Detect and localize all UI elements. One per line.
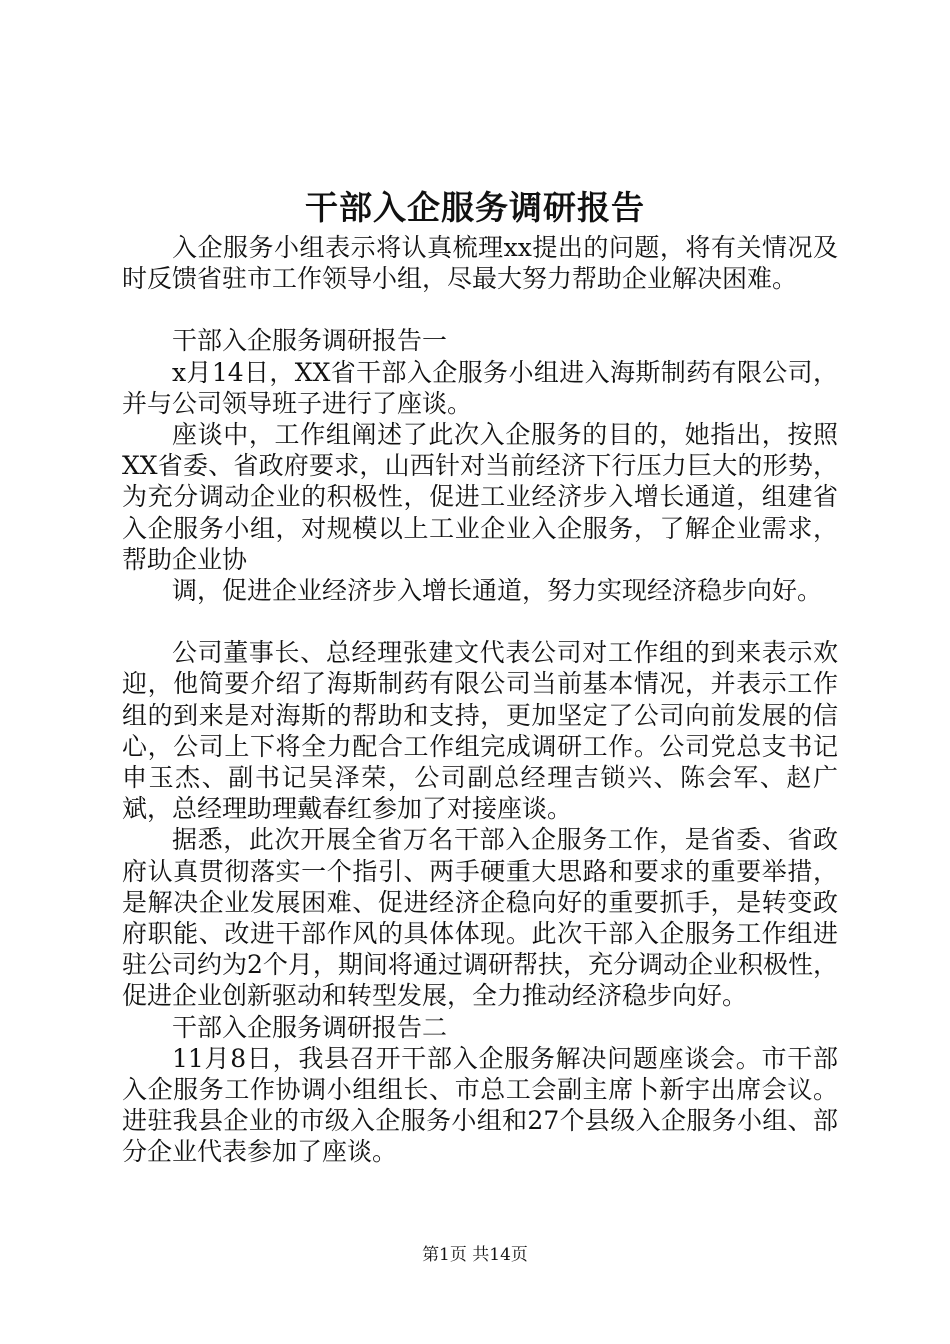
paragraph: 11月8日，我县召开干部入企服务解决问题座谈会。市干部入企服务工作协调小组组长、市总工会副主席卜新宇出席会议。进驻我县企业的市级入企服务小组和27个县级入企服务小组、部分企业代表参加了座谈。 [122, 1043, 838, 1167]
paragraph: 据悉，此次开展全省万名干部入企服务工作，是省委、省政府认真贯彻落实一个指引、两手硬重大思路和要求的重要举措，是解决企业发展困难、促进经济企稳向好的重要抓手，是转变政府职能、改进干部作风的具体体现。此次干部入企服务工作组进驻公司约为2个月，期间将通过调研帮扶，充分调动企业积极性，促进企业创新驱动和转型发展，全力推动经济稳步向好。 [122, 825, 838, 1011]
paragraph-gap [122, 606, 838, 637]
paragraph: 调，促进企业经济步入增长通道，努力实现经济稳步向好。 [172, 576, 823, 606]
paragraph: 公司董事长、总经理张建文代表公司对工作组的到来表示欢迎，他简要介绍了海斯制药有限公司当前基本情况，并表示工作组的到来是对海斯的帮助和支持，更加坚定了公司向前发展的信心，公司上下将全力配合工作组完成调研工作。公司党总支书记申玉杰、副书记吴泽荣，公司副总经理吉锁兴、陈会军、赵广斌，总经理助理戴春红参加了对接座谈。 [122, 638, 838, 824]
paragraph: 座谈中，工作组阐述了此次入企服务的目的，她指出，按照XX省委、省政府要求，山西针对当前经济下行压力巨大的形势，为充分调动企业的积极性，促进工业经济步入增长通道，组建省入企服务小组，对规模以上工业企业入企服务，了解企业需求，帮助企业协 [122, 420, 838, 574]
page-number-footer: 第1页 共14页 [422, 1245, 528, 1265]
paragraph: x月14日，XX省干部入企服务小组进入海斯制药有限公司，并与公司领导班子进行了座谈。 [122, 357, 838, 418]
section-heading-one: 干部入企服务调研报告一 [172, 326, 448, 356]
paragraph-intro: 入企服务小组表示将认真梳理xx提出的问题，将有关情况及时反馈省驻市工作领导小组，尽最大努力帮助企业解决困难。 [122, 233, 838, 294]
document-title: 干部入企服务调研报告 [305, 188, 645, 227]
document-body [122, 232, 838, 1168]
paragraph-gap [122, 294, 838, 325]
section-heading-two: 干部入企服务调研报告二 [172, 1012, 448, 1042]
